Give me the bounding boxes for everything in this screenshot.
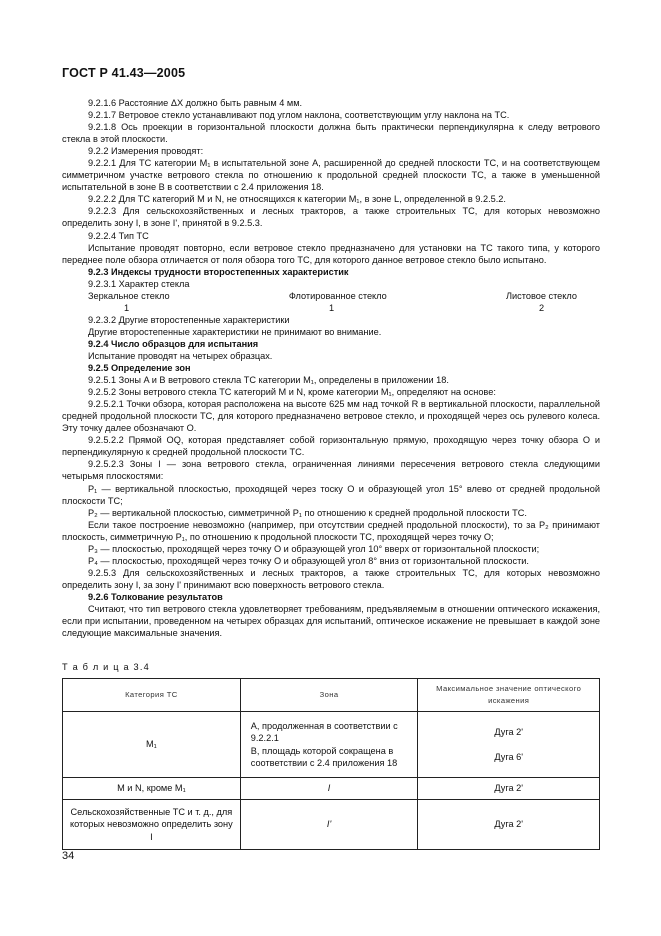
section-heading: 9.2.4 Число образцов для испытания: [88, 338, 259, 349]
paragraph: 9.2.5.2.1 Точки обзора, которая расположена на высоте 625 мм над точкой R в вертикальной плоскости, параллельной средней продольной плоскости ТС, для которого предназначено ветровое стекло, и проходящей через ось рулевого колеса. Эту точку далее обозначают O.: [62, 399, 600, 434]
paragraph: 9.2.2.3 Для сельскохозяйственных и лесных тракторов, а также строительных ТС, для которых невозможно определить зону I, в зоне I', принятой в 9.2.5.3.: [62, 206, 600, 229]
cell-max: [418, 712, 600, 778]
zone-b-text: B, площадь которой сокращена в соответствии с 2.4 приложения 18: [250, 745, 398, 768]
cell-max: Дуга 2': [418, 778, 600, 800]
cell-category: M₁: [63, 712, 241, 778]
paragraph: P₄ — плоскостью, проходящей через точку O и образующей угол 8° вниз от горизонтальной плоскости.: [88, 555, 529, 566]
section-heading: 9.2.5 Определение зон: [88, 363, 191, 374]
paragraph: 9.2.2 Измерения проводят:: [88, 146, 204, 157]
header-category: Категория ТС: [63, 679, 241, 712]
glass-label: Флотированное стекло: [288, 290, 387, 301]
paragraph: Испытание проводят повторно, если ветровое стекло предназначено для установки на ТС такого типа, у которого переднее поле обзора отличается от поля обзора того ТС, для которого данное ветровое стекло было испытано.: [62, 242, 600, 265]
paragraph: Считают, что тип ветрового стекла удовлетворяет требованиям, предъявляемым в отношении оптического искажения, если при испытании, проведенном на четырех образцах для испытаний, оптическое искажение не превышает в каждой зоне следующие максимальные значения.: [62, 603, 600, 639]
glass-type-indices: [62, 302, 600, 314]
section-heading: 9.2.6 Толкование результатов: [88, 591, 223, 602]
table-row: [63, 778, 600, 800]
header-max-distortion: Максимальное значение оптического искажения: [418, 679, 600, 712]
paragraph: 9.2.1.6 Расстояние ΔX должно быть равным 4 мм.: [88, 98, 303, 108]
paragraph: P₁ — вертикальной плоскостью, проходящей через тоску O и образующей угол 15° влево от средней продольной плоскости ТС;: [62, 483, 600, 506]
table-header-row: [63, 679, 600, 712]
paragraph: 9.2.3.2 Другие второстепенные характеристики: [88, 314, 290, 325]
glass-label: Зеркальное стекло: [88, 290, 170, 301]
distortion-table: [62, 678, 600, 850]
glass-index: 1: [124, 302, 130, 313]
paragraph: P₂ — вертикальной плоскостью, симметричной P₁ по отношению к средней продольной плоскости ТС.: [88, 507, 527, 518]
paragraph: 9.2.1.7 Ветровое стекло устанавливают под углом наклона, соответствующим углу наклона на ТС.: [88, 110, 510, 121]
cell-category: Сельскохозяйственные ТС и т. д., для которых невозможно определить зону I: [63, 800, 241, 850]
paragraph: 9.2.5.1 Зоны A и B ветрового стекла ТС категории M₁, определены в приложении 18.: [88, 375, 449, 386]
document-header: ГОСТ Р 41.43—2005: [62, 66, 186, 80]
paragraph: 9.2.2.4 Тип ТС: [88, 230, 149, 241]
paragraph: Другие второстепенные характеристики не принимают во внимание.: [88, 326, 382, 337]
paragraph: 9.2.5.2.2 Прямой OQ, которая представляет собой горизонтальную прямую, проходящую через точку обзора O и перпендикулярную к средней продольной плоскости ТС.: [62, 435, 600, 458]
glass-index: 2: [539, 302, 545, 313]
paragraph: 9.2.2.2 Для ТС категорий M и N, не относящихся к категории M₁, в зоне L, определенной в 9.2.5.2.: [88, 194, 506, 205]
header-zone: Зона: [240, 679, 418, 712]
page-number: 34: [62, 850, 75, 862]
cell-zone: I': [240, 800, 418, 850]
paragraph: 9.2.5.2 Зоны ветрового стекла ТС категорий M и N, кроме категории M₁, определяют на основе:: [88, 387, 496, 398]
cell-category: M и N, кроме M₁: [63, 778, 241, 800]
paragraph: Если такое построение невозможно (например, при отсутствии средней продольной плоскости), то за P₂ принимают плоскость, симметричную P₁, по отношению к продольной плоскости ТС, проходящей через точку O;: [62, 519, 600, 542]
paragraph: 9.2.2.1 Для ТС категории M₁ в испытательной зоне A, расширенной до средней плоскости ТС, и на соответствующем симметричном участке ветрового стекла по отношению к продольной средней плоскости ТС, а также в уменьшенной испытательной в зоне B в соответствии с 2.4 приложения 18.: [62, 158, 600, 193]
document-body: [62, 97, 600, 639]
cell-zone: [240, 712, 418, 778]
table-caption: Т а б л и ц а 3.4: [62, 662, 150, 672]
glass-type-labels: [62, 290, 600, 302]
max-a: Дуга 2': [494, 727, 524, 738]
paragraph: 9.2.5.3 Для сельскохозяйственных и лесных тракторов, а также строительных ТС, для которых невозможно определить зону I, за зону I' принимают всю поверхность ветрового стекла.: [62, 567, 600, 590]
cell-zone: I: [240, 778, 418, 800]
paragraph: 9.2.1.8 Ось проекции в горизонтальной плоскости должна быть практически перпендикулярна к следу ветрового стекла в этой плоскости.: [62, 122, 600, 145]
max-b: Дуга 6': [494, 751, 524, 762]
section-heading: 9.2.3 Индексы трудности второстепенных характеристик: [88, 266, 349, 277]
table-row: [63, 800, 600, 850]
zone-a-text: A, продолженная в соответствии с 9.2.2.1: [250, 720, 398, 744]
glass-label: Листовое стекло: [505, 290, 577, 301]
paragraph: 9.2.5.2.3 Зоны I — зона ветрового стекла, ограниченная линиями пересечения ветрового стекла следующими четырьмя плоскостями:: [62, 459, 600, 482]
paragraph: Испытание проводят на четырех образцах.: [88, 350, 273, 361]
paragraph: P₃ — плоскостью, проходящей через точку O и образующей угол 10° вверх от горизонтальной плоскости;: [88, 543, 540, 554]
glass-index: 1: [329, 302, 335, 313]
table-row: [63, 712, 600, 778]
cell-max: Дуга 2': [418, 800, 600, 850]
paragraph: 9.2.3.1 Характер стекла: [88, 278, 190, 289]
